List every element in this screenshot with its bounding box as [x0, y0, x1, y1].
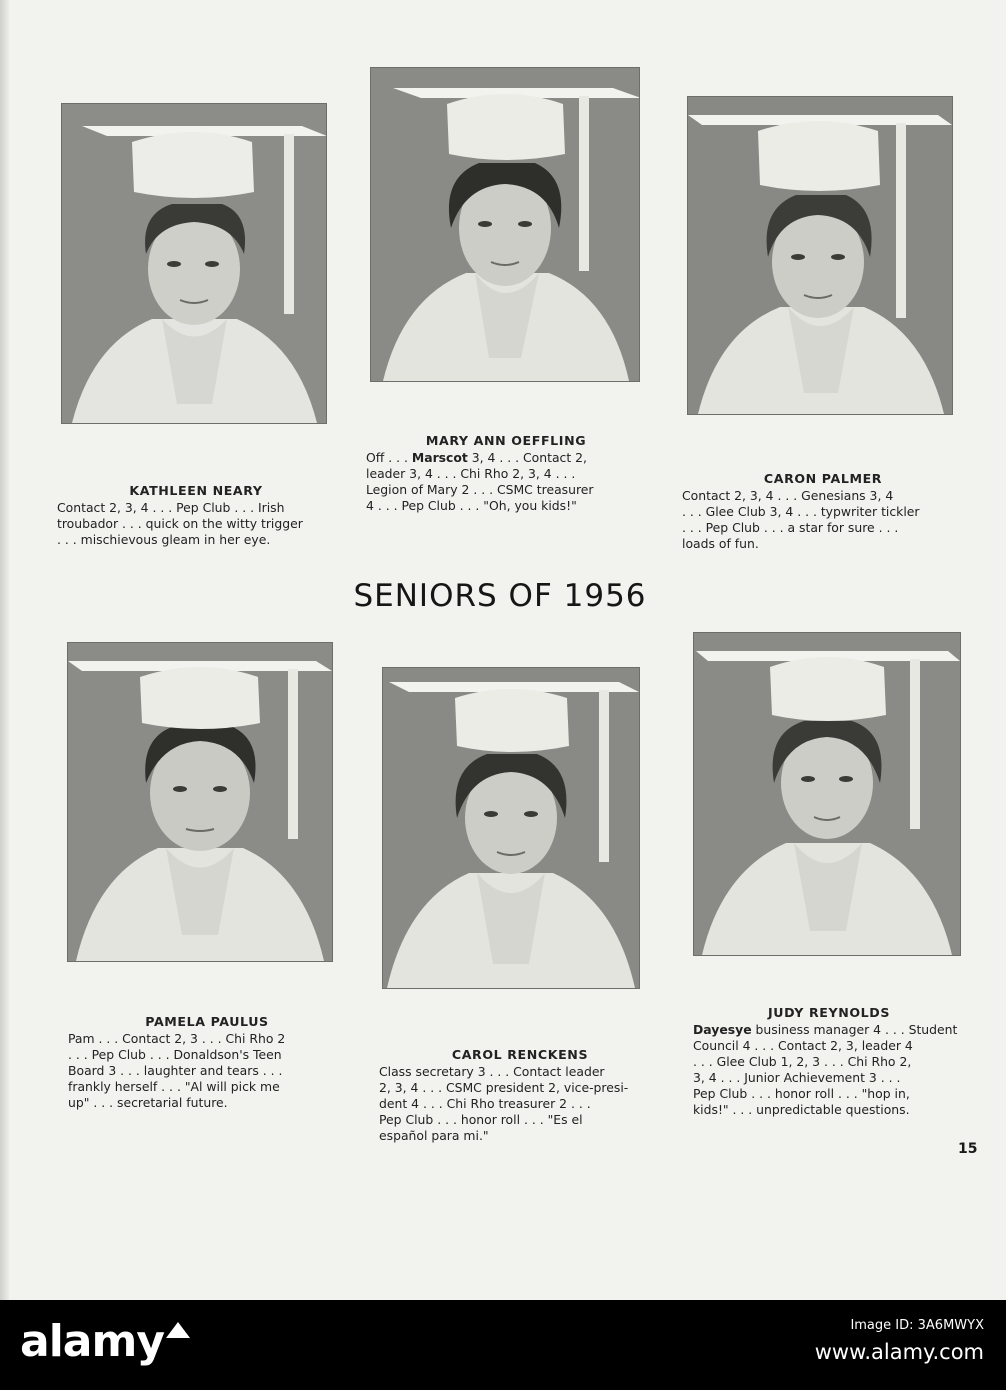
- caption-line: Contact 2, 3, 4 . . . Genesians 3, 4: [682, 488, 894, 503]
- page-binding-edge: [0, 0, 9, 1300]
- caption-line: Off . . . Marscot 3, 4 . . . Contact 2,: [366, 450, 587, 465]
- caption-line: loads of fun.: [682, 536, 759, 551]
- page-number: 15: [958, 1141, 978, 1157]
- caption-line: up" . . . secretarial future.: [68, 1095, 228, 1110]
- portrait-photo-mary-ann-oeffling: [371, 68, 639, 381]
- page-title: SENIORS OF 1956: [353, 578, 647, 614]
- portrait-photo-judy-reynolds: [694, 633, 960, 955]
- portrait-photo-kathleen-neary: [62, 104, 326, 423]
- caption-line: kids!" . . . unpredictable questions.: [693, 1102, 910, 1117]
- alamy-logo-mark-icon: [166, 1322, 190, 1338]
- caption-line: Pep Club . . . honor roll . . . "hop in,: [693, 1086, 910, 1101]
- senior-caption-pamela-paulus: [68, 1014, 346, 1111]
- caption-line: español para mi.": [379, 1128, 489, 1143]
- stock-watermark-bar: [0, 1300, 1006, 1390]
- alamy-logo: alamy: [20, 1316, 190, 1367]
- caption-line: . . . Glee Club 3, 4 . . . typwriter tickler: [682, 504, 920, 519]
- caption-line: . . . mischievous gleam in her eye.: [57, 532, 271, 547]
- caption-line: Class secretary 3 . . . Contact leader: [379, 1064, 605, 1079]
- caption-line: 3, 4 . . . Junior Achievement 3 . . .: [693, 1070, 901, 1085]
- caption-line: Council 4 . . . Contact 2, 3, leader 4: [693, 1038, 913, 1053]
- portrait-photo-caron-palmer: [688, 97, 952, 414]
- portrait-photo-carol-renckens: [383, 668, 639, 988]
- senior-caption-mary-ann-oeffling: [366, 433, 646, 514]
- caption-line: Pep Club . . . honor roll . . . "Es el: [379, 1112, 583, 1127]
- senior-caption-judy-reynolds: [693, 1005, 965, 1118]
- caption-line: Contact 2, 3, 4 . . . Pep Club . . . Irish: [57, 500, 285, 515]
- senior-caption-caron-palmer: [682, 471, 964, 552]
- caption-line: . . . Glee Club 1, 2, 3 . . . Chi Rho 2,: [693, 1054, 912, 1069]
- caption-line: leader 3, 4 . . . Chi Rho 2, 3, 4 . . .: [366, 466, 576, 481]
- caption-line: 2, 3, 4 . . . CSMC president 2, vice-presi-: [379, 1080, 629, 1095]
- caption-line: dent 4 . . . Chi Rho treasurer 2 . . .: [379, 1096, 591, 1111]
- senior-caption-carol-renckens: [379, 1047, 661, 1144]
- image-id: Image ID: 3A6MWYX: [850, 1318, 984, 1333]
- senior-name: CAROL RENCKENS: [451, 1047, 589, 1062]
- caption-line: Dayesye business manager 4 . . . Student: [693, 1022, 958, 1037]
- caption-line: Board 3 . . . laughter and tears . . .: [68, 1063, 283, 1078]
- caption-line: Pam . . . Contact 2, 3 . . . Chi Rho 2: [68, 1031, 286, 1046]
- senior-name: MARY ANN OEFFLING: [425, 433, 587, 448]
- caption-line: frankly herself . . . "Al will pick me: [68, 1079, 280, 1094]
- caption-line: . . . Pep Club . . . Donaldson's Teen: [68, 1047, 282, 1062]
- caption-line: troubador . . . quick on the witty trigger: [57, 516, 303, 531]
- senior-name: JUDY REYNOLDS: [768, 1005, 890, 1020]
- senior-caption-kathleen-neary: [57, 483, 335, 548]
- caption-line: . . . Pep Club . . . a star for sure . . .: [682, 520, 899, 535]
- portrait-photo-pamela-paulus: [68, 643, 332, 961]
- caption-line: 4 . . . Pep Club . . . "Oh, you kids!": [366, 498, 577, 513]
- site-url: www.alamy.com: [814, 1340, 984, 1364]
- senior-name: CARON PALMER: [763, 471, 883, 486]
- senior-name: PAMELA PAULUS: [145, 1014, 269, 1029]
- caption-line: Legion of Mary 2 . . . CSMC treasurer: [366, 482, 594, 497]
- senior-name: KATHLEEN NEARY: [129, 483, 263, 498]
